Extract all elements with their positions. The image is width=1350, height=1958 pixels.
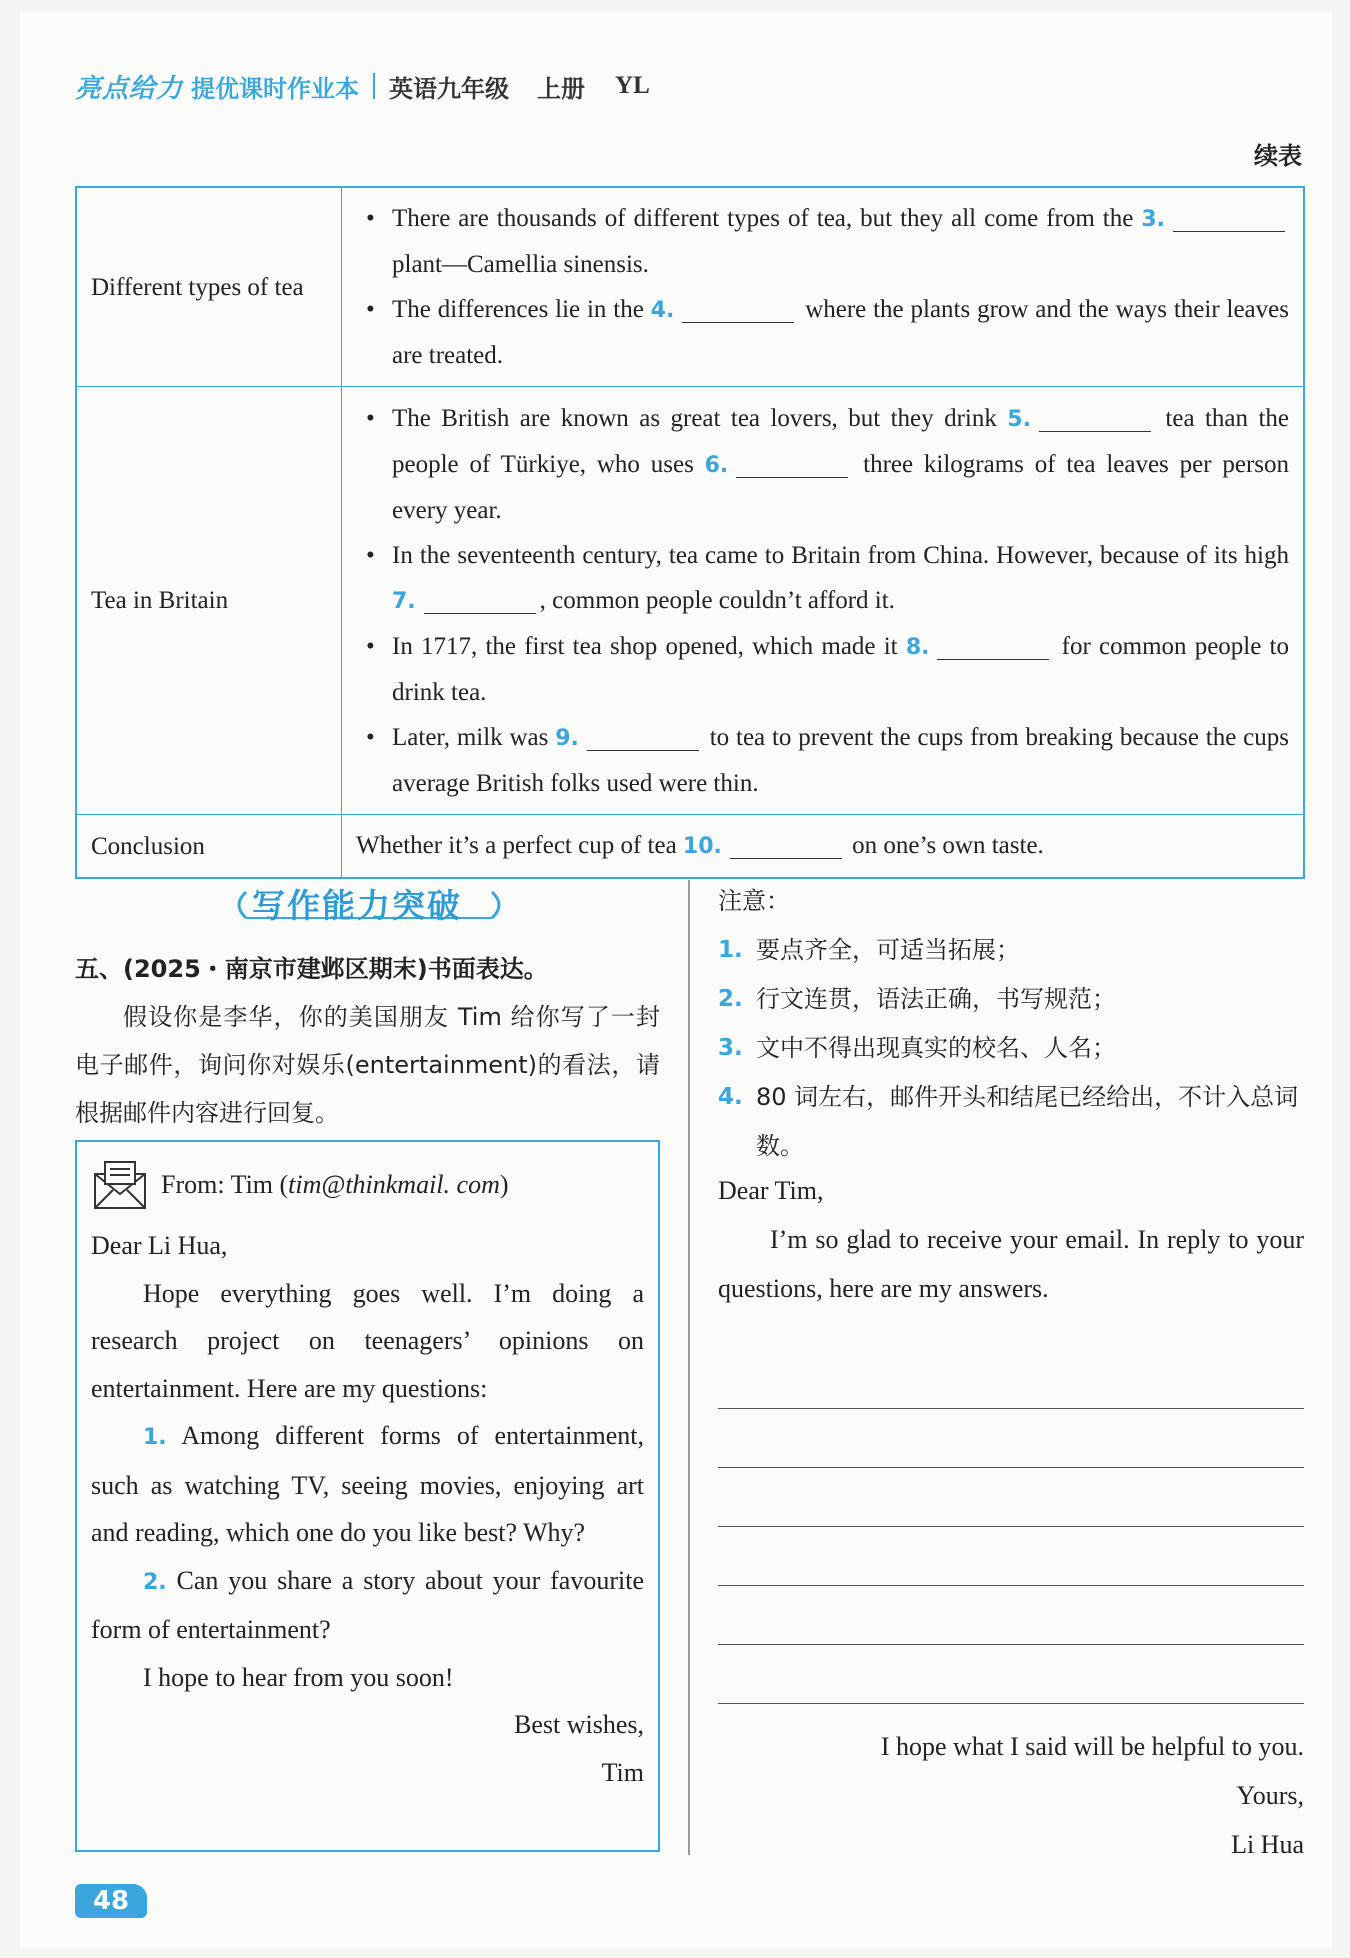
bullet-item: • Later, milk was 9. to tea to prevent the cups from breaking because the cups average British folks used were thin. [364,715,1289,806]
blank-number: 8. [905,634,930,660]
reply-signoff: Yours, [1236,1781,1304,1810]
content-cell [342,387,1305,815]
category-cell: Different types of tea [76,187,342,387]
writing-lines[interactable] [718,1350,1304,1704]
writing-line[interactable] [718,1586,1304,1645]
reply-signature: Li Hua [1231,1830,1304,1859]
reply-greeting: Dear Tim, [718,1176,824,1205]
brand-logo: 亮点给力 [75,73,184,104]
email-signoff: Best wishes, [514,1710,644,1739]
answer-blank[interactable] [736,449,848,478]
blank-number: 10. [682,834,722,859]
email-paragraph: I hope to hear from you soon! [143,1662,454,1692]
page-header [75,66,650,106]
blank-number: 5. [1007,406,1031,432]
task-description: 假设你是李华，你的美国朋友 Tim 给你写了一封电子邮件，询问你对娱乐(entertainment)的看法，请根据邮件内容进行回复。 [75,1003,660,1127]
email-box [75,1140,660,1852]
content-cell [342,187,1305,387]
note-item: 3. 文中不得出现真实的校名、人名； [718,1034,1116,1062]
reply-closing-line: I hope what I said will be helpful to you. [880,1732,1304,1761]
task-prompt [75,945,660,1137]
section-title: 写作能力突破 [228,880,510,930]
email-from-line: From: Tim ( tim@thinkmail. com ) [91,1154,644,1216]
continued-label: 续表 [1254,142,1302,170]
email-question: 1. Among different forms of entertainment, such as watching TV, seeing movies, enjoying art and reading, which one do you like best? Why? [91,1421,644,1547]
answer-blank[interactable] [682,294,794,323]
table-row [76,387,1304,815]
blank-number: 7. [392,588,416,614]
note-item: 1. 要点齐全，可适当拓展； [718,936,1020,964]
blank-number: 9. [555,725,579,751]
envelope-icon [91,1156,149,1214]
reply-opening: I’m so glad to receive your email. In reply to your questions, here are my answers. [718,1225,1304,1303]
bullet-item: • The British are known as great tea lovers, but they drink 5. tea than the people of Türkiye, who uses 6. three kilograms of tea leaves per person every year. [364,396,1289,533]
table-row [76,187,1304,387]
blank-number: 6. [704,452,729,478]
writing-line[interactable] [718,1409,1304,1468]
header-divider [373,73,375,99]
content-cell: Whether it’s a perfect cup of tea 10. on one’s own taste. [342,815,1305,879]
category-cell: Tea in Britain [76,387,342,815]
writing-line[interactable] [718,1527,1304,1586]
bullet-item: • In 1717, the first tea shop opened, which made it 8. for common people to drink tea. [364,624,1289,715]
answer-blank[interactable] [587,722,699,751]
email-greeting: Dear Li Hua, [91,1231,228,1260]
writing-line[interactable] [718,1350,1304,1409]
answer-blank[interactable] [730,830,842,859]
subject-label: 英语九年级 [389,74,510,103]
page-number: 48 [75,1884,147,1918]
column-divider [688,880,690,1855]
reply-closing [718,1722,1304,1869]
answer-blank[interactable] [937,631,1049,660]
writing-notes [718,877,1308,1171]
sender-email: tim@thinkmail. com [288,1170,500,1200]
answer-blank[interactable] [1173,203,1285,232]
bullet-item: • The differences lie in the 4. where the plants grow and the ways their leaves are treated. [364,287,1289,378]
writing-line[interactable] [718,1468,1304,1527]
reply-letter [718,1166,1304,1313]
blank-number: 3. [1141,207,1165,232]
category-cell: Conclusion [76,815,342,879]
series-title: 提优课时作业本 [191,74,360,103]
email-paragraph: Hope everything goes well. I’m doing a research project on teenagers’ opinions on entertainment. Here are my questions: [91,1278,644,1403]
edition-label: YL [615,72,650,99]
task-label: 五、(2025・南京市建邺区期末)书面表达。 [75,955,548,983]
tea-summary-table [75,186,1305,879]
table-row [76,815,1304,879]
answer-blank[interactable] [424,585,536,614]
volume-label: 上册 [537,74,586,103]
note-item: 2. 行文连贯，语法正确，书写规范； [718,985,1116,1013]
note-item: 4. 80 词左右，邮件开头和结尾已经给出，不计入总词数。 [718,1083,1299,1160]
answer-blank[interactable] [1039,403,1151,432]
email-signature: Tim [601,1757,644,1787]
bullet-item: • In the seventeenth century, tea came to Britain from China. However, because of its high 7. , common people couldn’t afford it. [364,533,1289,624]
email-question: 2. Can you share a story about your favourite form of entertainment? [91,1565,644,1644]
writing-line[interactable] [718,1645,1304,1704]
notes-heading: 注意： [718,887,790,915]
blank-number: 4. [650,298,675,323]
bullet-item: • There are thousands of different types of tea, but they all come from the 3. plant—Camellia sinensis. [364,196,1289,287]
